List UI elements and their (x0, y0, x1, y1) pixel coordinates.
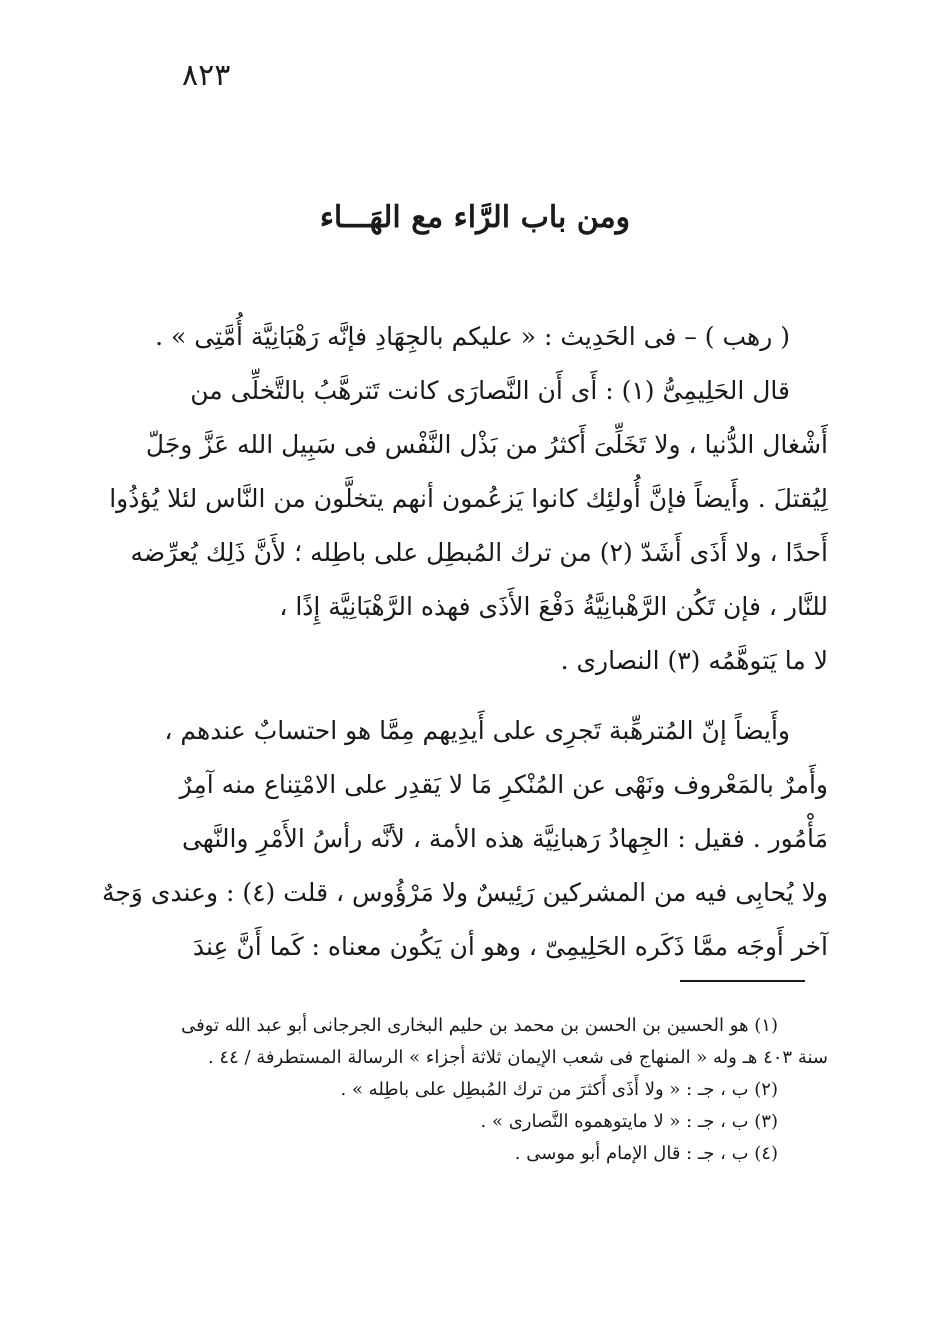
page-number: ٨٢٣ (182, 58, 231, 93)
text-line: وأَيضاً إنّ المُترهِّبة تَجرِى على أَيدِيهم مِمَّا هو احتسابٌ عندهم ، (164, 716, 790, 745)
section-title: ومن باب الرَّاء مع الهَـــاء (319, 200, 631, 235)
footnote: (١) هو الحسين بن الحسن بن محمد بن حليم البخارى الجرجانى أبو عبد الله توفى (181, 1015, 778, 1036)
footnote: (٣) ب ، جـ : « لا مايتوهموه النَّصارى » . (480, 1111, 778, 1132)
text-line: مَأْمُور . فقيل : الجِهادُ رَهبانِيَّة هذه الأمة ، لأنَّه رأسُ الأَمْرِ والنَّهى (181, 824, 828, 853)
text-line: للنَّار ، فإن تَكُن الرَّهْبانِيَّةُ دَفْعَ الأَذَى فهذه الرَّهْبَانِيَّة إِذًا ، (279, 592, 828, 621)
footnote-divider (680, 980, 805, 982)
text-line: قال الحَلِيمِىُّ (١) : أَى أَن النَّصارَى كانت تَترهَّبُ بالتَّخلِّى من (190, 376, 790, 405)
text-line: أَشْغال الدُّنيا ، ولا تَخَلِّىَ أَكثرُ من بَذْل النَّفْس فى سَبِيل الله عَزَّ وجَلّ (145, 430, 828, 459)
paragraph-gap (148, 688, 828, 704)
text-line: لِيُقتلَ . وأَيضاً فإنَّ أُولئِك كانوا يَزعُمون أنهم يتخلَّون من النَّاس لئلا يُؤذُوا (109, 484, 828, 513)
body-text (101, 310, 828, 974)
footnote: (٢) ب ، جـ : « ولا أَذَى أَكثرَ من ترك المُبطِل على باطِله » . (340, 1079, 778, 1100)
footnote: (٤) ب ، جـ : قال الإمام أبو موسى . (514, 1143, 778, 1164)
text-line: آخر أَوجَه ممَّا ذَكَره الحَلِيمِىّ ، وهو أن يَكُون معناه : كَما أَنَّ عِندَ (192, 932, 828, 961)
text-line: ( رهب ) – فى الحَدِيث : « عليكم بالجِهَادِ فإنَّه رَهْبَانِيَّة أُمَّتِى » . (155, 322, 790, 351)
text-line: وأَمرٌ بالمَعْروف ونَهْى عن المُنْكرِ مَا لا يَقدِر على الامْتِناع منه آمِرٌ (179, 770, 828, 799)
footnote: سنة ٤٠٣ هـ وله « المنهاج فى شعب الإيمان ثلاثة أجزاء » الرسالة المستطرفة / ٤٤ . (207, 1047, 828, 1068)
footnotes (148, 1010, 828, 1170)
text-line: أَحدًا ، ولا أَذَى أَشَدّ (٢) من ترك المُبطِل على باطِله ؛ لأَنَّ ذَلِك يُعرِّضه (130, 538, 828, 567)
text-line: ولا يُحابِى فيه من المشركين رَئِيسٌ ولا مَرْؤُوس ، قلت (٤) : وعندى وَجهٌ (101, 878, 828, 907)
text-line: لا ما يَتوهَّمُه (٣) النصارى . (560, 646, 828, 675)
